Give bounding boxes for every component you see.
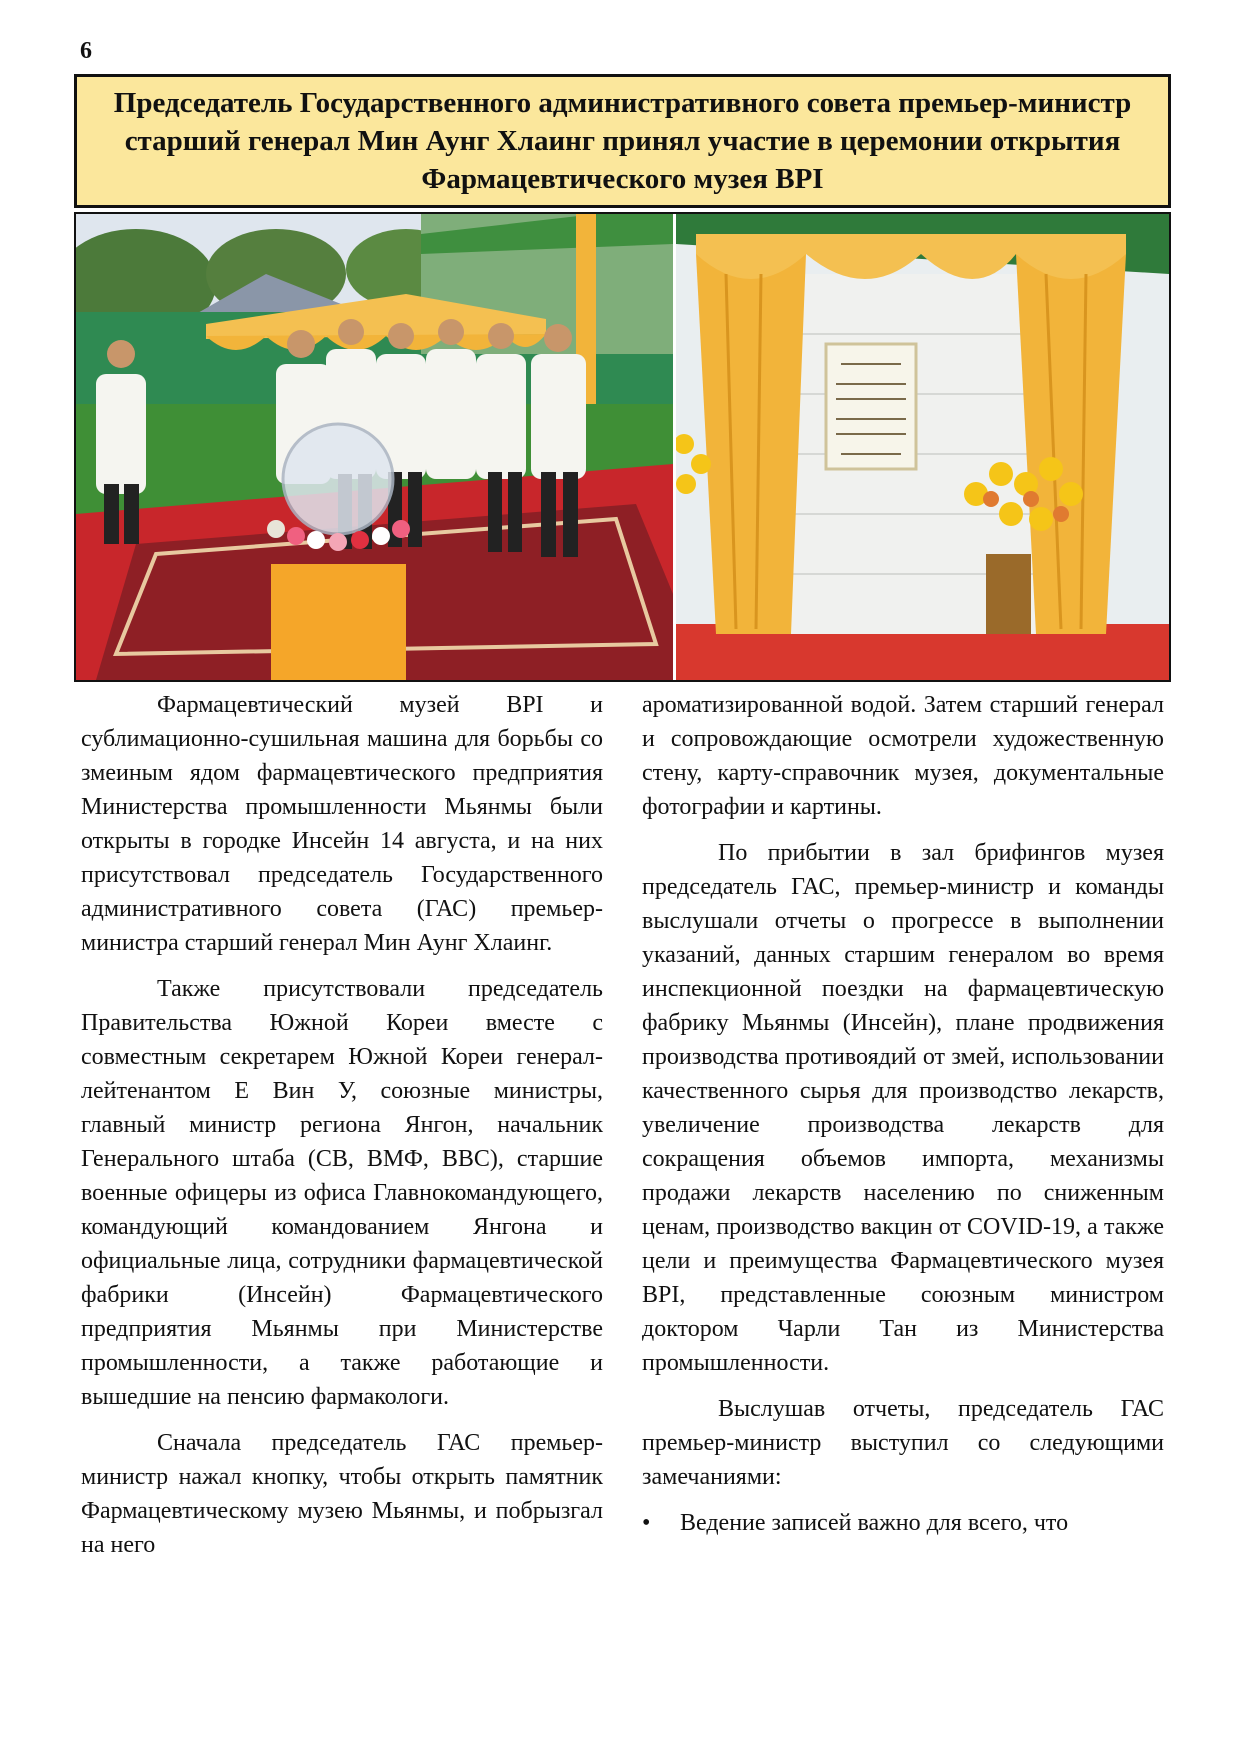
page-number: 6 (80, 38, 92, 64)
paragraph: Выслушав отчеты, председатель ГАС премьер-министр выступил со следующими замечаниями: (642, 1396, 1164, 1490)
article-left-column (81, 688, 603, 1574)
paragraph: Сначала председатель ГАС премьер-министр нажал кнопку, чтобы открыть памятник Фармацевтическому музею Мьянмы, и побрызгал на него (81, 1430, 603, 1558)
remarks-list (642, 1506, 1164, 1540)
paragraph: ароматизированной водой. Затем старший генерал и сопровождающие осмотрели художественную стену, карту-справочник музея, документальные фотографии и картины. (642, 692, 1164, 820)
bullet-icon: • (642, 1510, 651, 1536)
paragraph: По прибытии в зал брифингов музея председатель ГАС, премьер-министр и команды выслушали отчеты о прогрессе в выполнении указаний, данных старшим генералом во время инспекционной поездки на фармацевтическую фабрику Мьянмы (Инсейн), плане продвижения производства противоядий от змей, использовании качественного сырья для производство лекарств, увеличение производства лекарств для сокращения объемов импорта, механизмы продажи лекарств населению по сниженным ценам, производство вакцин от COVID-19, а также цели и преимущества Фармацевтического музея BPI, представленные союзным министром доктором Чарли Тан из Министерства промышленности. (642, 840, 1164, 1376)
paragraph: Фармацевтический музей BPI и сублимационно-сушильная машина для борьбы со змеиным ядом фармацевтического предприятия Министерства промышленности Мьянмы были открыты в городке Инсейн 14 августа, и на них присутствовал председатель Государственного административного совета (ГАС) премьер-министра старший генерал Мин Аунг Хлаинг. (81, 692, 603, 956)
photo-strip (74, 212, 1171, 682)
museum-plaque-photo-illustration (676, 214, 1169, 680)
museum-plaque-photo (676, 214, 1169, 680)
headline-box (74, 74, 1171, 208)
list-item (642, 1506, 1164, 1540)
ceremony-photo (76, 214, 673, 680)
headline: Председатель Государственного административного совета премьер-министр старший генерал Мин Аунг Хлаинг принял участие в церемонии открытия Фармацевтического музея BPI (113, 87, 1132, 195)
list-item-text: Ведение записей важно для всего, что (680, 1510, 1069, 1536)
ceremony-photo-illustration (76, 214, 673, 680)
paragraph: Также присутствовали председатель Правительства Южной Кореи вместе с совместным секретарем Южной Кореи генерал-лейтенантом Е Вин У, союзные министры, главный министр региона Янгон, начальник Генерального штаба (СВ, ВМФ, ВВС), старшие военные офицеры из офиса Главнокомандующего, командующий командованием Янгона и официальные лица, сотрудники фармацевтической фабрики (Инсейн) Фармацевтического предприятия Мьянмы при Министерстве промышленности, а также работающие и вышедшие на пенсию фармакологи. (81, 976, 603, 1410)
article-right-column (642, 688, 1164, 1540)
